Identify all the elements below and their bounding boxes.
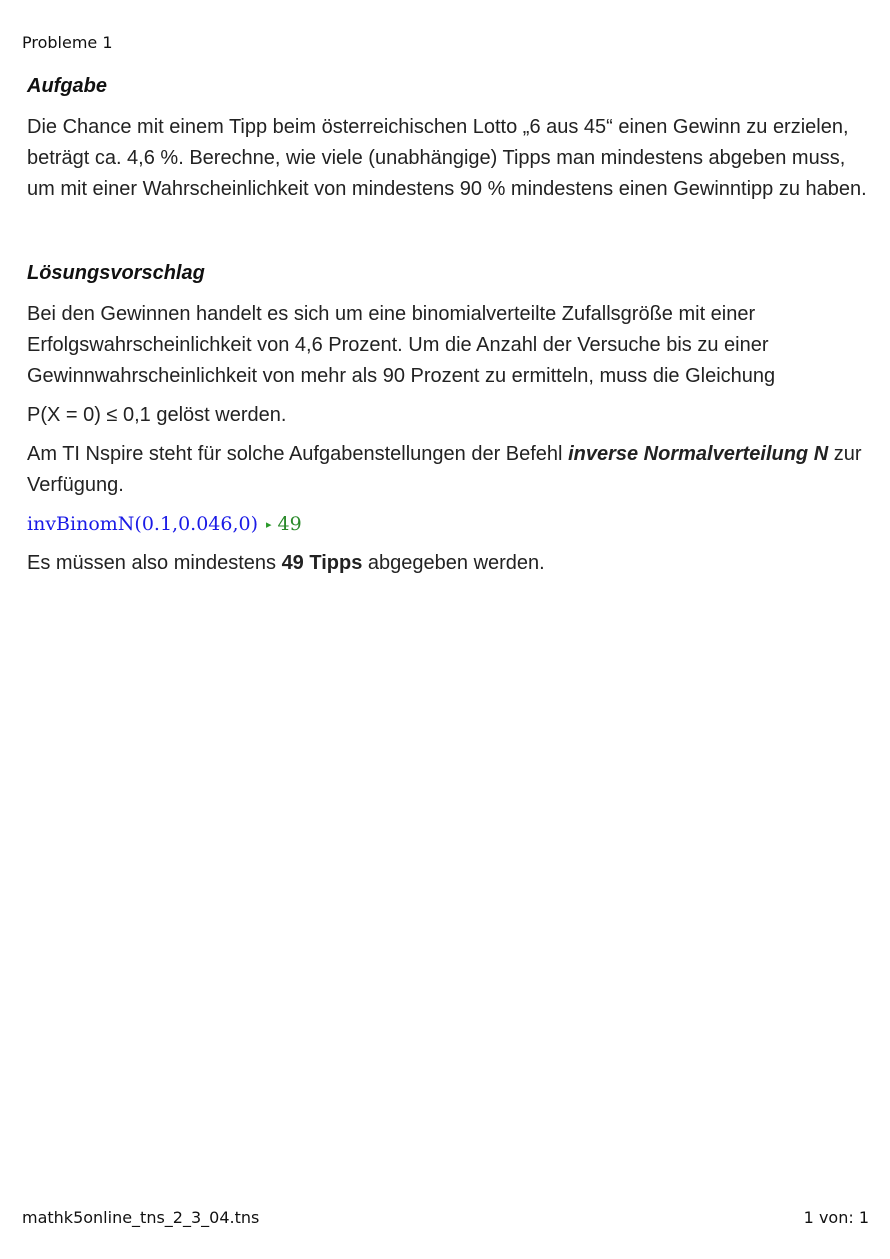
calculator-math-box[interactable] <box>27 509 867 542</box>
ti-command-name: inverse Normalverteilung N <box>568 443 829 465</box>
solution-ti-nspire-paragraph <box>27 439 867 501</box>
problem-label: Probleme 1 <box>22 33 113 52</box>
footer-page-indicator: 1 von: 1 <box>803 1208 869 1227</box>
ti-text-after: zur Verfügung. <box>27 443 862 496</box>
solution-heading: Lösungsvorschlag <box>27 262 205 284</box>
section-spacer <box>27 205 867 259</box>
ti-text-before: Am TI Nspire steht für solche Aufgabenstellungen der Befehl <box>27 443 569 465</box>
solution-equation-paragraph: P(X = 0) ≤ 0,1 gelöst werden. <box>27 404 287 426</box>
solution-paragraph-1: Bei den Gewinnen handelt es sich um eine binomialverteilte Zufallsgröße mit einer Erfolgswahrscheinlichkeit von 4,6 Prozent. Um die Anzahl der Versuche bis zu einer Gewinnwahrscheinlichkeit von mehr als 90 Prozent zu ermitteln, muss die Gleichung <box>27 303 776 387</box>
document-content <box>27 72 867 579</box>
conclusion-emph: 49 Tipps <box>281 552 363 574</box>
result-arrow-icon: ▸ <box>266 518 272 531</box>
footer-filename: mathk5online_tns_2_3_04.tns <box>22 1208 260 1227</box>
task-text: Die Chance mit einem Tipp beim österreichischen Lotto „6 aus 45“ einen Gewinn zu erzielen, beträgt ca. 4,6 %. Berechne, wie viele (unabhängige) Tipps man mindestens abgeben muss, um mit einer Wahrscheinlichkeit von mindestens 90 % mindestens einen Gewinntipp zu haben. <box>27 116 867 200</box>
calc-result: 49 <box>277 513 302 535</box>
conclusion-before: Es müssen also mindestens <box>27 552 282 574</box>
task-heading: Aufgabe <box>27 75 107 97</box>
conclusion-after: abgegeben werden. <box>362 552 545 574</box>
calc-command: invBinomN(0.1,0.046,0) <box>27 513 259 535</box>
conclusion-paragraph <box>27 548 867 579</box>
